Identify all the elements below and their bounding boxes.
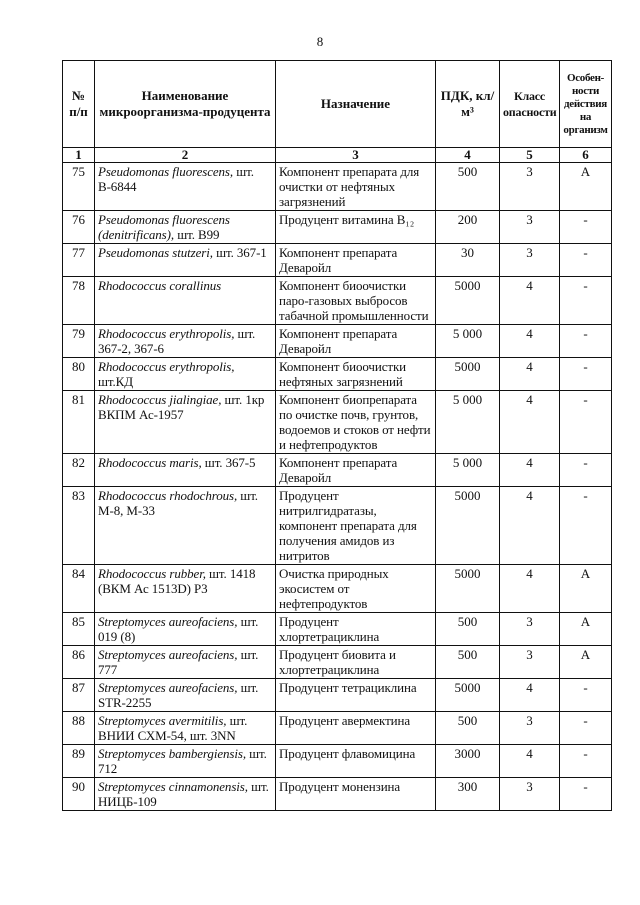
purpose-cell: Компонент препарата Деваройл <box>276 454 436 487</box>
feature-cell: - <box>560 244 612 277</box>
strain-designation: шт. ВНИИ СХМ-54, шт. 3NN <box>98 713 248 743</box>
organism-name: Streptomyces bambergiensis, <box>98 746 246 761</box>
pdk-cell: 5000 <box>436 679 500 712</box>
row-number: 75 <box>63 163 95 211</box>
organism-name: Pseudomonas fluorescens (denitrificans), <box>98 212 230 242</box>
column-number: 2 <box>95 148 276 163</box>
microorganism-cell <box>95 277 276 325</box>
row-number: 90 <box>63 778 95 811</box>
row-number: 79 <box>63 325 95 358</box>
row-number: 82 <box>63 454 95 487</box>
strain-designation: шт. 367-5 <box>204 455 256 470</box>
hazard-class-cell: 3 <box>500 613 560 646</box>
table-row <box>63 712 612 745</box>
hazard-class-cell: 4 <box>500 454 560 487</box>
purpose-cell: Продуцент монензина <box>276 778 436 811</box>
purpose-cell: Продуцент хлортетрациклина <box>276 613 436 646</box>
microorganism-cell <box>95 244 276 277</box>
table-row <box>63 277 612 325</box>
purpose-cell: Продуцент флавомицина <box>276 745 436 778</box>
strain-designation: шт. НИЦБ-109 <box>98 779 269 809</box>
hazard-class-cell: 3 <box>500 163 560 211</box>
column-number: 1 <box>63 148 95 163</box>
organism-name: Streptomyces aureofaciens, <box>98 680 238 695</box>
strain-designation: шт.КД <box>98 374 134 389</box>
table-row <box>63 454 612 487</box>
column-number: 6 <box>560 148 612 163</box>
row-number: 85 <box>63 613 95 646</box>
strain-designation: шт. В99 <box>177 227 220 242</box>
purpose-cell: Продуцент авермектина <box>276 712 436 745</box>
organism-name: Rhodococcus corallinus <box>98 278 222 293</box>
purpose-cell: Компонент препарата для очистки от нефтяных загрязнений <box>276 163 436 211</box>
table-row <box>63 613 612 646</box>
row-number: 80 <box>63 358 95 391</box>
header-features: Особен-ности действия на организм <box>560 61 612 148</box>
purpose-cell: Продуцент нитрилгидратазы, компонент препарата для получения амидов из нитритов <box>276 487 436 565</box>
strain-designation: шт. В-6844 <box>98 164 254 194</box>
table-row <box>63 487 612 565</box>
feature-cell: - <box>560 487 612 565</box>
organism-name: Rhodococcus rubber, <box>98 566 206 581</box>
header-row <box>63 61 612 148</box>
organism-name: Rhodococcus rhodochrous, <box>98 488 238 503</box>
hazard-class-cell: 4 <box>500 391 560 454</box>
hazard-class-cell: 4 <box>500 325 560 358</box>
pdk-cell: 5000 <box>436 565 500 613</box>
purpose-cell: Компонент биоочистки нефтяных загрязнений <box>276 358 436 391</box>
row-number: 78 <box>63 277 95 325</box>
hazard-class-cell: 4 <box>500 487 560 565</box>
table-body <box>63 163 612 811</box>
feature-cell: А <box>560 163 612 211</box>
feature-cell: - <box>560 712 612 745</box>
hazard-class-cell: 3 <box>500 712 560 745</box>
pdk-cell: 500 <box>436 613 500 646</box>
header-hazard-class: Класс опасности <box>500 61 560 148</box>
feature-cell: А <box>560 646 612 679</box>
pdk-cell: 5 000 <box>436 454 500 487</box>
column-number: 5 <box>500 148 560 163</box>
column-number: 3 <box>276 148 436 163</box>
header-microorganism: Наименование микроорганизма-продуцента <box>95 61 276 148</box>
pdk-cell: 500 <box>436 712 500 745</box>
organism-name: Pseudomonas stutzeri, <box>98 245 213 260</box>
strain-designation: шт. М-8, М-33 <box>98 488 258 518</box>
feature-cell: А <box>560 613 612 646</box>
table-row <box>63 745 612 778</box>
page-number: 8 <box>316 34 324 49</box>
row-number: 87 <box>63 679 95 712</box>
table-row <box>63 391 612 454</box>
pdk-cell: 30 <box>436 244 500 277</box>
hazard-class-cell: 3 <box>500 646 560 679</box>
organism-name: Streptomyces cinnamonensis, <box>98 779 248 794</box>
table-row <box>63 325 612 358</box>
purpose-cell: Продуцент тетрациклина <box>276 679 436 712</box>
microorganism-cell <box>95 454 276 487</box>
strain-designation: шт. 367-1 <box>216 245 267 260</box>
pdk-cell: 5000 <box>436 358 500 391</box>
feature-cell: - <box>560 211 612 244</box>
pdk-cell: 500 <box>436 163 500 211</box>
header-pdk: ПДК, кл/м³ <box>436 61 500 148</box>
row-number: 81 <box>63 391 95 454</box>
row-number: 86 <box>63 646 95 679</box>
purpose-cell: Компонент препарата Деваройл <box>276 244 436 277</box>
table-row <box>63 679 612 712</box>
strain-designation: шт. STR-2255 <box>98 680 259 710</box>
strain-designation: шт. 712 <box>98 746 267 776</box>
pdk-cell: 5000 <box>436 487 500 565</box>
organism-name: Pseudomonas fluorescens, <box>98 164 234 179</box>
microorganism-table <box>62 60 612 811</box>
pdk-cell: 200 <box>436 211 500 244</box>
hazard-class-cell: 4 <box>500 358 560 391</box>
header-purpose: Назначение <box>276 61 436 148</box>
microorganism-cell <box>95 391 276 454</box>
hazard-class-cell: 3 <box>500 778 560 811</box>
purpose-cell: Компонент биопрепарата по очистке почв, грунтов, водоемов и стоков от нефти и нефтепродуктов <box>276 391 436 454</box>
row-number: 76 <box>63 211 95 244</box>
pdk-cell: 500 <box>436 646 500 679</box>
feature-cell: - <box>560 745 612 778</box>
feature-cell: - <box>560 391 612 454</box>
table-row <box>63 565 612 613</box>
row-number: 84 <box>63 565 95 613</box>
column-number: 4 <box>436 148 500 163</box>
strain-designation: шт. 777 <box>98 647 259 677</box>
purpose-cell: Компонент препарата Деваройл <box>276 325 436 358</box>
feature-cell: - <box>560 325 612 358</box>
table-row <box>63 163 612 211</box>
microorganism-cell <box>95 745 276 778</box>
microorganism-cell <box>95 358 276 391</box>
purpose-cell: Продуцент витамина В₁₂ <box>276 211 436 244</box>
strain-designation: шт. 019 (8) <box>98 614 259 644</box>
microorganism-cell <box>95 712 276 745</box>
purpose-cell: Очистка природных экосистем от нефтепродуктов <box>276 565 436 613</box>
pdk-cell: 300 <box>436 778 500 811</box>
microorganism-cell <box>95 163 276 211</box>
hazard-class-cell: 3 <box>500 211 560 244</box>
feature-cell: - <box>560 358 612 391</box>
table-row <box>63 358 612 391</box>
organism-name: Streptomyces avermitilis, <box>98 713 227 728</box>
hazard-class-cell: 4 <box>500 679 560 712</box>
organism-name: Rhodococcus jialingiae, <box>98 392 222 407</box>
row-number: 83 <box>63 487 95 565</box>
microorganism-cell <box>95 211 276 244</box>
header-number: № п/п <box>63 61 95 148</box>
organism-name: Streptomyces aureofaciens, <box>98 614 238 629</box>
hazard-class-cell: 4 <box>500 277 560 325</box>
organism-name: Streptomyces aureofaciens, <box>98 647 238 662</box>
pdk-cell: 5 000 <box>436 391 500 454</box>
feature-cell: - <box>560 679 612 712</box>
pdk-cell: 3000 <box>436 745 500 778</box>
table-row <box>63 244 612 277</box>
feature-cell: - <box>560 454 612 487</box>
strain-designation: шт. 1418 (ВКМ Ас 1513D) Р3 <box>98 566 256 596</box>
hazard-class-cell: 4 <box>500 745 560 778</box>
purpose-cell: Компонент биоочистки паро-газовых выбросов табачной промышленности <box>276 277 436 325</box>
organism-name: Rhodococcus erythropolis, <box>98 326 235 341</box>
strain-designation: шт. 1кр ВКПМ Ас-1957 <box>98 392 265 422</box>
purpose-cell: Продуцент биовита и хлортетрациклина <box>276 646 436 679</box>
row-number: 77 <box>63 244 95 277</box>
column-number-row <box>63 148 612 163</box>
table-row <box>63 211 612 244</box>
organism-name: Rhodococcus erythropolis, <box>98 359 235 374</box>
microorganism-cell <box>95 487 276 565</box>
strain-designation: шт. 367-2, 367-6 <box>98 326 256 356</box>
feature-cell: - <box>560 277 612 325</box>
table-row <box>63 778 612 811</box>
microorganism-cell <box>95 325 276 358</box>
pdk-cell: 5000 <box>436 277 500 325</box>
hazard-class-cell: 4 <box>500 565 560 613</box>
microorganism-cell <box>95 679 276 712</box>
microorganism-cell <box>95 565 276 613</box>
feature-cell: - <box>560 778 612 811</box>
row-number: 88 <box>63 712 95 745</box>
microorganism-cell <box>95 613 276 646</box>
table-row <box>63 646 612 679</box>
row-number: 89 <box>63 745 95 778</box>
feature-cell: А <box>560 565 612 613</box>
pdk-cell: 5 000 <box>436 325 500 358</box>
microorganism-cell <box>95 646 276 679</box>
organism-name: Rhodococcus maris, <box>98 455 202 470</box>
microorganism-cell <box>95 778 276 811</box>
hazard-class-cell: 3 <box>500 244 560 277</box>
